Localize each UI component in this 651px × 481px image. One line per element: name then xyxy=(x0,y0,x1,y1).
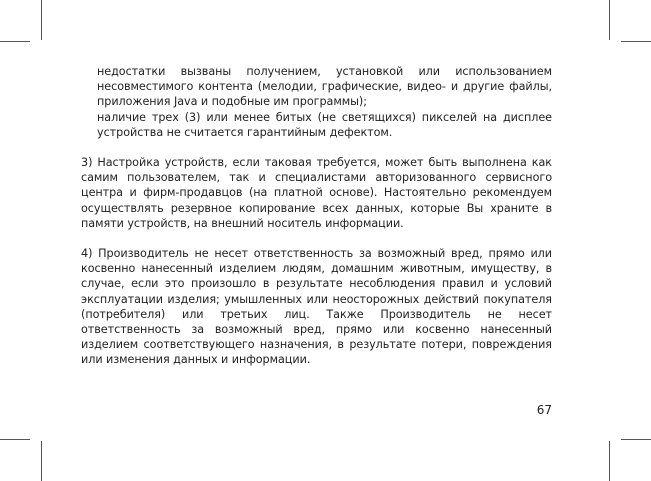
crop-mark-bottom-left-horizontal xyxy=(0,439,30,440)
warranty-exclusion-item: недостатки вызваны получением, установкой или использованием несовместимого контента (мелодии, графические, видео- и другие файлы, приложения Java и подобные им программы); xyxy=(97,65,552,109)
page-body xyxy=(81,64,552,368)
crop-mark-bottom-left-vertical xyxy=(41,441,42,481)
crop-mark-bottom-right-vertical xyxy=(609,441,610,481)
warranty-exclusion-item: наличие трех (3) или менее битых (не светящихся) пикселей на дисплее устройства не считается гарантийным дефектом. xyxy=(97,110,552,139)
page-number: 67 xyxy=(536,403,552,417)
crop-mark-top-right-vertical xyxy=(609,0,610,40)
paragraph-liability: 4) Производитель не несет ответственность за возможный вред, прямо или косвенно нанесенный изделием людям, домашним животным, имуществу, в случае, если это произошло в результате несоблюдения правил и условий эксплуатации изделия; умышленных или неосторожных действий покупателя (потребителя) или третьих лиц. Также Производитель не несет ответственность за возможный вред, прямо или косвенно нанесенный изделием соответствующего назначения, в результате потери, повреждения или изменения данных и информации. xyxy=(81,247,552,367)
crop-mark-top-left-horizontal xyxy=(0,41,30,42)
crop-mark-top-left-vertical xyxy=(41,0,42,40)
paragraph-device-setup: 3) Настройка устройств, если таковая требуется, может быть выполнена как самим пользователем, так и специалистами авторизованного сервисного центра и фирм-продавцов (на платной основе). Настоятельно рекомендуем осуществлять резервное копирование всех данных, которые Вы храните в памяти устройств, на внешний носитель информации. xyxy=(81,156,552,230)
crop-mark-bottom-right-horizontal xyxy=(621,439,651,440)
crop-mark-top-right-horizontal xyxy=(621,41,651,42)
